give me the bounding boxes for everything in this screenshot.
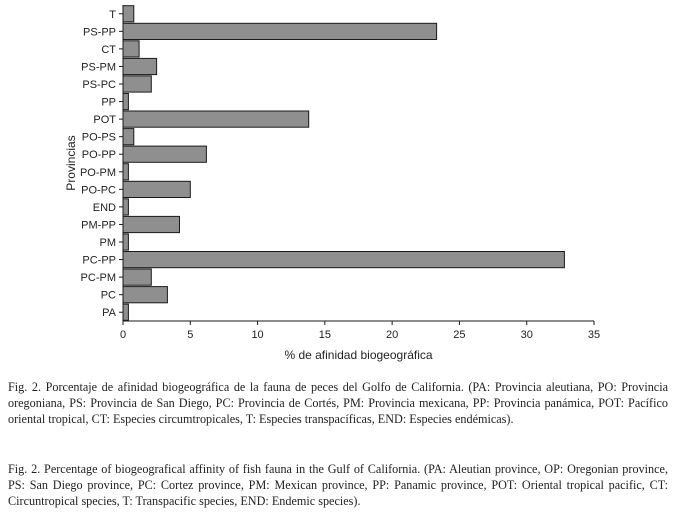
y-category-label: PP	[101, 96, 116, 109]
y-category-label: PO-PS	[81, 131, 116, 144]
bar-pp	[123, 94, 128, 110]
figure-caption-english: Fig. 2. Percentage of biogeografical affinity of fish fauna in the Gulf of California. (PA: Aleutian province, OP: Oregonian province, PS: San Diego province, PC: Cortez province, PM: Mexican province, PP: Panamic province, POT: Oriental tropical pacific, CT: Circuntropical species, T: Transpacific species, END: Endemic species).	[8, 462, 668, 508]
bar-pc	[123, 287, 167, 303]
figure-caption-spanish: Fig. 2. Porcentaje de afinidad biogeográfica de la fauna de peces del Golfo de California. (PA: Provincia aleutiana, PO: Provincia oregoniana, PS: Provincia de San Diego, PC: Provincia de Cortés, PM: Provincia mexicana, PP: Provincia panámica, POT: Pacífico oriental tropical, CT: Especies circumtropicales, T: Especies transpacíficas, END: Especies endémicas).	[8, 380, 668, 426]
x-axis-title: % de afinidad biogeográfica	[284, 348, 433, 362]
y-category-label: PS-PC	[82, 79, 116, 91]
bar-t	[123, 6, 134, 22]
y-category-label: PO-PC	[81, 184, 116, 197]
y-category-label: PM	[99, 237, 116, 249]
bar-pa	[123, 304, 128, 320]
bar-ps-pm	[123, 58, 157, 74]
bars	[123, 6, 564, 321]
y-axis-title: Provincias	[64, 135, 78, 191]
bar-pot	[123, 111, 309, 127]
x-tick-label: 15	[318, 329, 331, 341]
x-tick-label: 35	[587, 329, 601, 341]
x-tick-label: 20	[386, 329, 399, 341]
y-category-label: POT	[93, 114, 116, 127]
bar-pm-pp	[123, 216, 180, 232]
x-tick-label: 0	[119, 329, 127, 341]
y-axis-labels	[80, 9, 123, 319]
bar-ps-pp	[123, 23, 437, 39]
y-category-label: CT	[101, 43, 116, 56]
bar-pc-pp	[123, 252, 564, 268]
bar-po-pp	[123, 146, 206, 162]
y-category-label: PC	[100, 289, 116, 302]
y-category-label: PA	[102, 307, 116, 320]
bar-end	[123, 199, 128, 215]
x-axis-ticks	[120, 321, 600, 341]
x-tick-label: 10	[251, 329, 264, 341]
y-category-label: END	[92, 201, 116, 214]
y-category-label: PO-PM	[79, 166, 116, 179]
y-category-label: PM-PP	[81, 219, 116, 232]
y-category-label: PS-PM	[81, 61, 116, 74]
y-category-label: PC-PP	[82, 254, 116, 267]
x-tick-label: 25	[453, 329, 466, 341]
x-tick-label: 5	[187, 329, 194, 341]
y-category-label: PO-PP	[81, 149, 116, 162]
bar-ct	[123, 41, 139, 57]
bar-pc-pm	[123, 269, 151, 285]
y-category-label: PC-PM	[80, 272, 116, 285]
bar-pm	[123, 234, 128, 250]
y-category-label: PS-PP	[82, 26, 116, 39]
bar-po-ps	[123, 129, 134, 145]
bar-ps-pc	[123, 76, 151, 92]
bar-po-pm	[123, 164, 128, 180]
x-tick-label: 30	[520, 329, 533, 341]
bar-po-pc	[123, 181, 190, 197]
y-category-label: T	[109, 8, 116, 21]
